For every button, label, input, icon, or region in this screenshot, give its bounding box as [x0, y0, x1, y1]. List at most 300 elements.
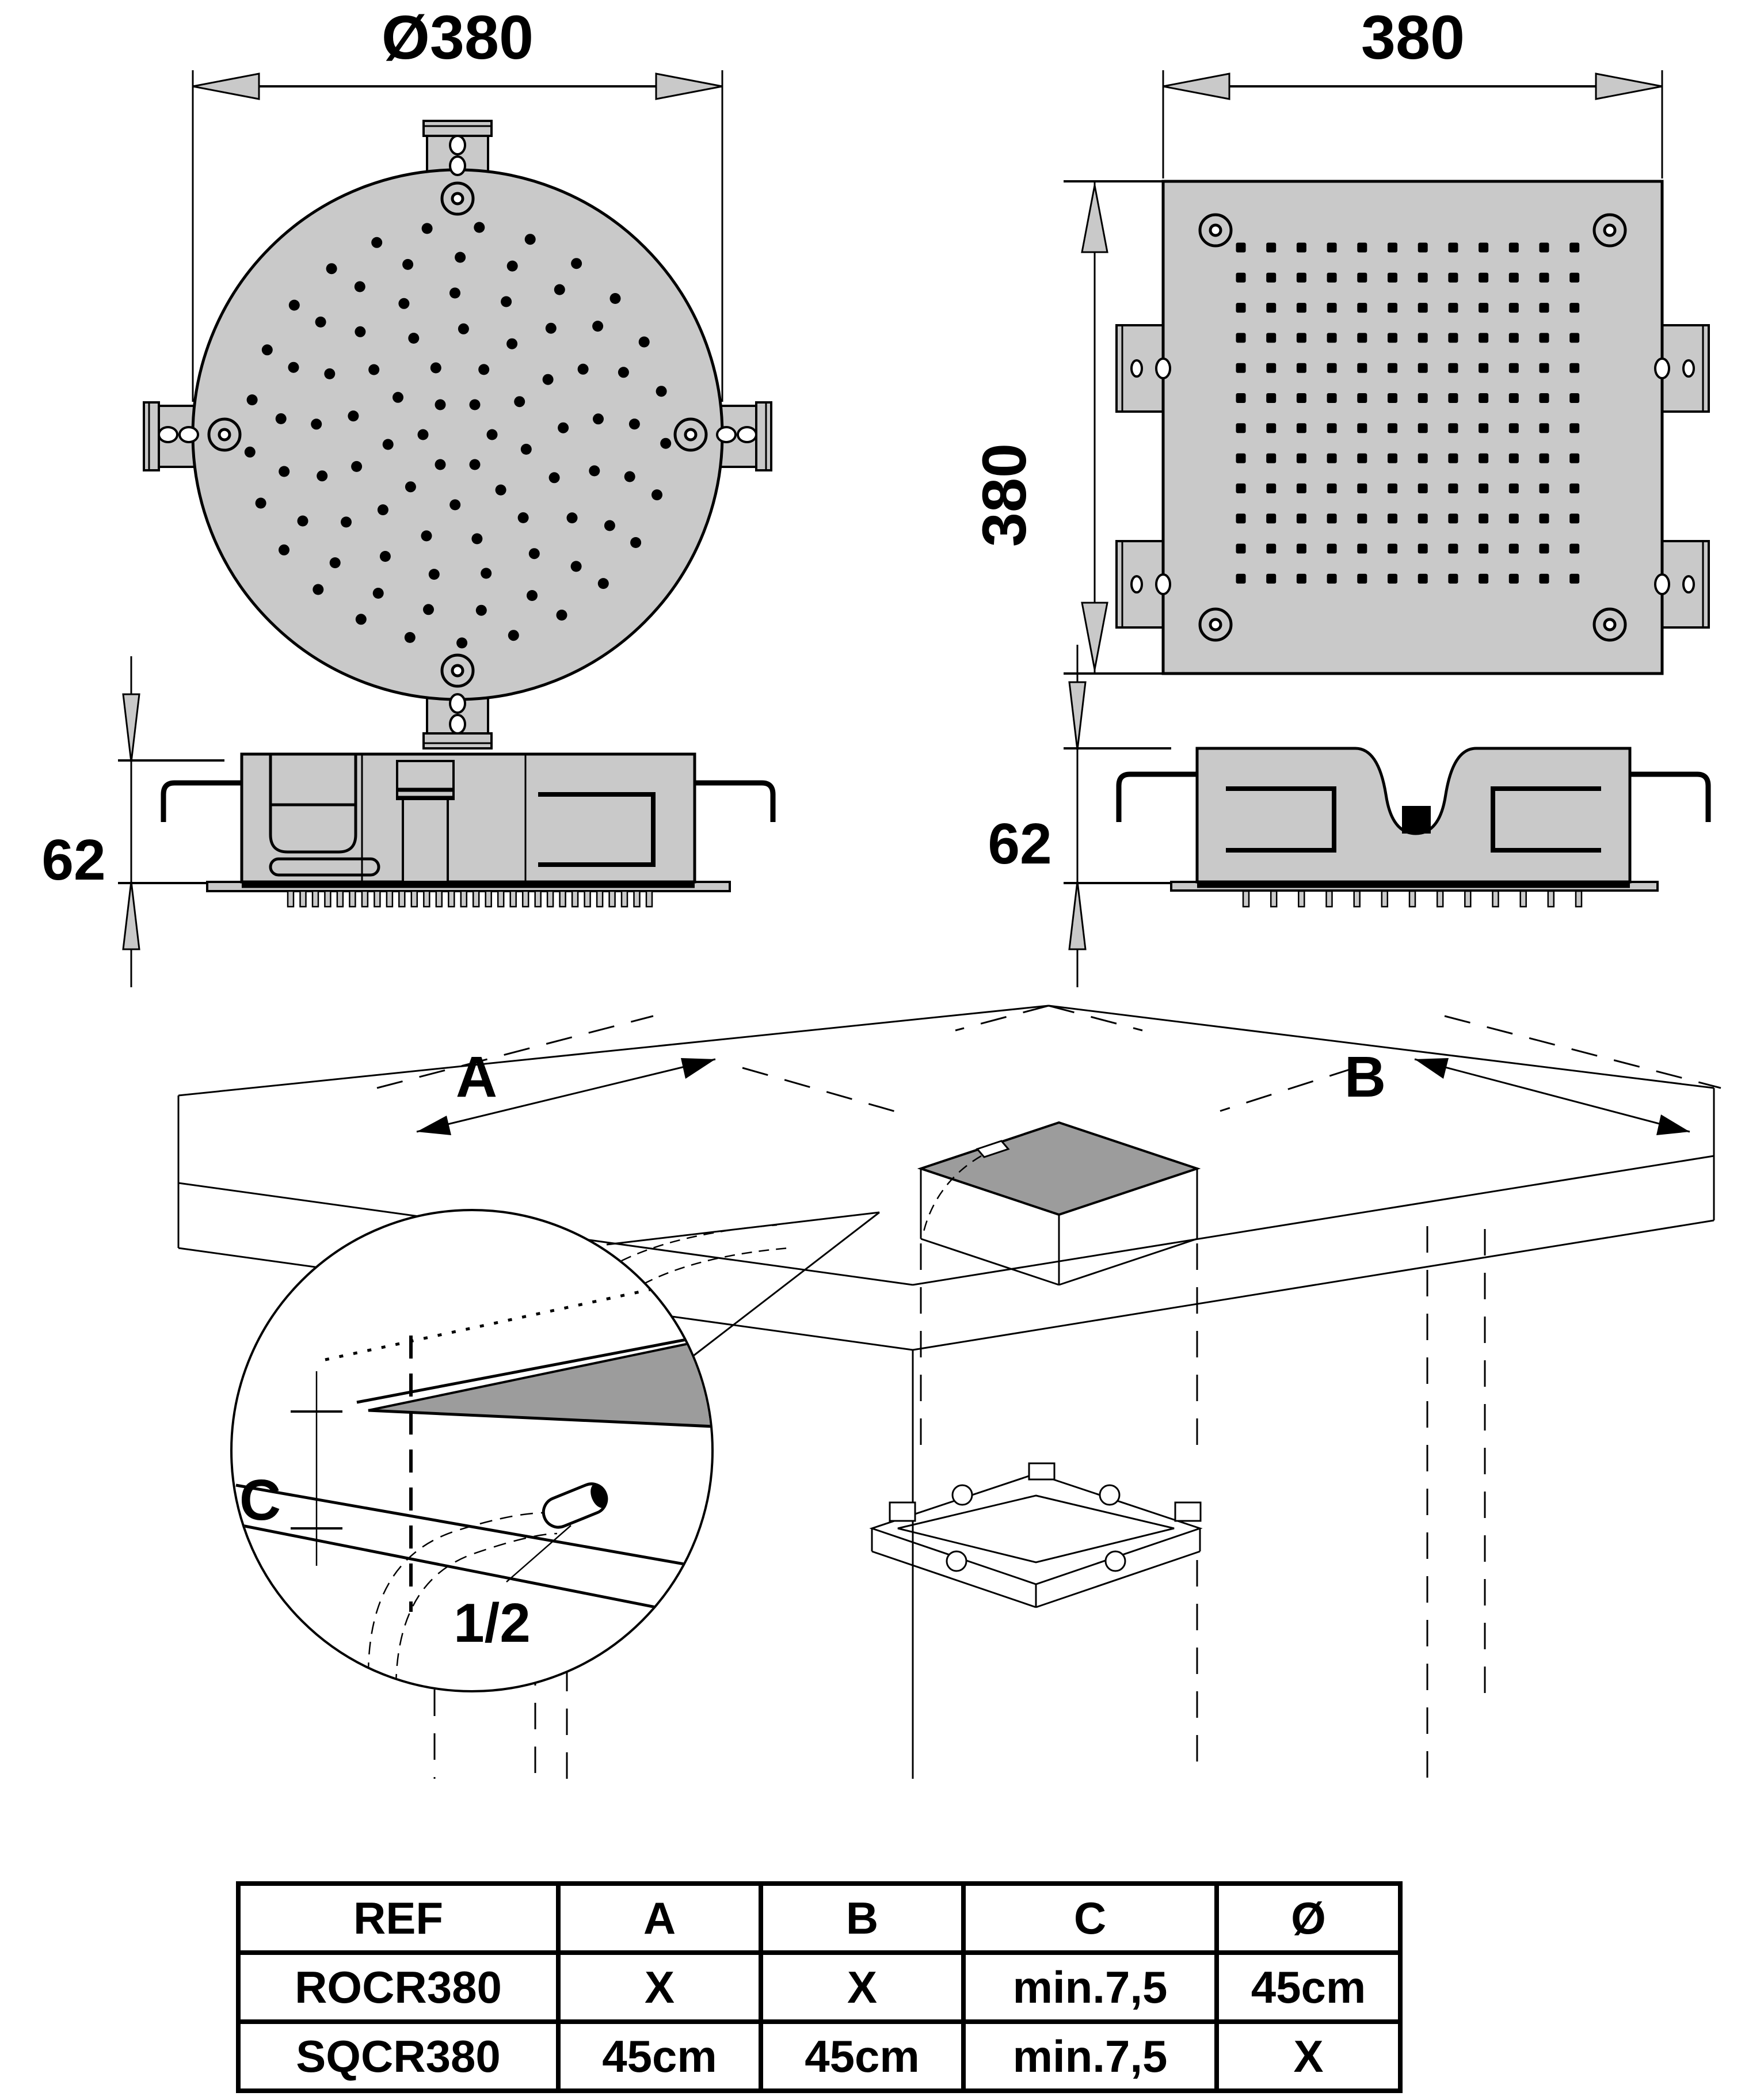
nozzle-dot: [311, 419, 322, 429]
nozzle-dot: [1297, 303, 1306, 313]
nozzle-dot: [1509, 484, 1519, 493]
nozzle-tooth: [547, 891, 553, 907]
nozzle-dot: [1448, 273, 1458, 283]
nozzle-dot: [1297, 393, 1306, 403]
nozzle-dot: [506, 338, 517, 349]
nozzle-tooth: [498, 891, 504, 907]
nozzle-dot: [1236, 393, 1246, 403]
nozzle-dot: [598, 578, 609, 589]
spring-clip-left: [1119, 774, 1197, 822]
nozzle-tooth: [387, 891, 393, 907]
nozzle-dot: [1448, 363, 1458, 373]
nozzle-dot: [324, 368, 335, 379]
nozzle-dot: [1266, 454, 1276, 463]
spring-clip-right: [695, 783, 773, 822]
nozzle-dot: [1448, 544, 1458, 554]
tab-hole: [450, 715, 465, 733]
tab-hole: [1156, 359, 1170, 378]
nozzle-tooth: [349, 891, 355, 907]
nozzle-dot: [351, 461, 362, 472]
nozzle-teeth: [1243, 891, 1582, 907]
mounting-frame: [872, 1463, 1201, 1607]
nozzle-dot: [341, 516, 352, 527]
dimension-arrow-up: [1069, 881, 1085, 949]
nozzle-dot: [262, 344, 273, 355]
nozzle-teeth: [288, 891, 652, 907]
nozzle-dot: [1327, 484, 1337, 493]
cell-c: min.7,5: [963, 1953, 1217, 2022]
nozzle-dot: [481, 568, 492, 579]
nozzle-dot: [1448, 574, 1458, 584]
nozzle-dot: [1509, 513, 1519, 523]
nozzle-tooth: [585, 891, 590, 907]
nozzle-tooth: [473, 891, 479, 907]
nozzle-dot: [1418, 513, 1428, 523]
nozzle-tooth: [1354, 891, 1360, 907]
nozzle-tooth: [461, 891, 467, 907]
nozzle-dot: [1266, 544, 1276, 554]
nozzle-tooth: [609, 891, 615, 907]
nozzle-dot: [449, 288, 460, 299]
nozzle-dot: [435, 459, 446, 470]
nozzle-dot: [383, 439, 394, 450]
nozzle-dot: [1448, 454, 1458, 463]
nozzle-tooth: [1298, 891, 1304, 907]
nozzle-dot: [1236, 333, 1246, 343]
nozzle-dot: [1448, 333, 1458, 343]
nozzle-dot: [1418, 363, 1428, 373]
nozzle-tooth: [300, 891, 306, 907]
nozzle-dot: [1236, 423, 1246, 433]
nozzle-dot: [508, 630, 519, 641]
nozzle-dot: [604, 520, 615, 531]
nozzle-dot: [1388, 273, 1397, 283]
nozzle-dot: [418, 429, 429, 440]
nozzle-dot: [1479, 454, 1488, 463]
nozzle-tooth: [1493, 891, 1499, 907]
nozzle-dot: [507, 261, 518, 272]
dimension-arrow-down: [1082, 603, 1107, 669]
nozzle-dot: [1479, 243, 1488, 253]
nozzle-dot: [279, 545, 289, 556]
dimension-label-c: C: [239, 1468, 281, 1532]
nozzle-dot: [1569, 363, 1579, 373]
nozzle-dot: [1569, 454, 1579, 463]
nozzle-dot: [1448, 484, 1458, 493]
nozzle-dot: [546, 323, 557, 334]
tab-hole: [1655, 575, 1669, 594]
arrowhead: [1656, 1114, 1690, 1135]
nozzle-dot: [571, 258, 582, 269]
nozzle-dot: [1327, 363, 1337, 373]
tab-hole: [450, 157, 465, 175]
nozzle-dot: [1236, 303, 1246, 313]
nozzle-tooth: [1409, 891, 1415, 907]
tab-hole: [180, 427, 198, 442]
cell-diameter: 45cm: [1217, 1953, 1400, 2022]
nozzle-dot: [247, 394, 258, 405]
nozzle-dot: [1357, 333, 1367, 343]
nozzle-tooth: [374, 891, 380, 907]
nozzle-tooth: [1465, 891, 1470, 907]
nozzle-tooth: [1327, 891, 1332, 907]
nozzle-dot: [1569, 393, 1579, 403]
dimension-line-b: [1415, 1059, 1690, 1132]
dimension-label-a: A: [455, 1045, 498, 1109]
nozzle-dot: [1509, 363, 1519, 373]
nozzle-dot: [478, 364, 489, 375]
cell-c: min.7,5: [963, 2022, 1217, 2091]
nozzle-dot: [1327, 273, 1337, 283]
nozzle-dot: [1569, 574, 1579, 584]
nozzle-dot: [1418, 454, 1428, 463]
cell-diameter: X: [1217, 2022, 1400, 2091]
nozzle-dot: [630, 537, 641, 548]
nozzle-dot: [1509, 423, 1519, 433]
table-header-row: [238, 1884, 1400, 1953]
nozzle-tooth: [1521, 891, 1526, 907]
nozzle-dot: [1297, 454, 1306, 463]
nozzle-dot: [578, 364, 589, 375]
nozzle-dot: [1540, 303, 1549, 313]
tab-hole: [450, 136, 465, 154]
nozzle-dot: [1569, 423, 1579, 433]
nozzle-dot: [1236, 363, 1246, 373]
nozzle-dot: [527, 590, 538, 601]
header-diameter: Ø: [1217, 1884, 1400, 1953]
dimension-arrow-down: [123, 694, 139, 762]
nozzle-dot: [1479, 574, 1488, 584]
nozzle-dot: [1357, 454, 1367, 463]
nozzle-dot: [1357, 484, 1367, 493]
nozzle-dot: [1540, 484, 1549, 493]
cell-b: X: [761, 1953, 963, 2022]
nozzle-dot: [521, 444, 532, 455]
nozzle-dot: [1357, 574, 1367, 584]
nozzle-dot: [1266, 423, 1276, 433]
nozzle-dot: [1236, 454, 1246, 463]
nozzle-tooth: [486, 891, 492, 907]
nozzle-dot: [501, 296, 512, 307]
nozzle-dot: [1297, 484, 1306, 493]
callout-leader: [607, 1212, 879, 1245]
nozzle-dot: [558, 423, 569, 433]
tab-hole: [1131, 360, 1142, 376]
nozzle-dot: [1540, 574, 1549, 584]
nozzle-tooth: [572, 891, 578, 907]
nozzle-dot: [1388, 243, 1397, 253]
nozzle-dot: [1418, 393, 1428, 403]
nozzle-dot: [1388, 484, 1397, 493]
nozzle-dot: [1357, 423, 1367, 433]
tab-hole: [1156, 575, 1170, 594]
nozzle-dot: [1569, 513, 1579, 523]
nozzle-tooth: [1382, 891, 1388, 907]
header-c: C: [963, 1884, 1217, 1953]
table-row: [238, 2022, 1400, 2091]
nozzle-dot: [1418, 273, 1428, 283]
nozzle-dot: [1388, 423, 1397, 433]
nozzle-dot: [288, 362, 299, 373]
nozzle-dot: [660, 438, 671, 449]
nozzle-dot: [1569, 484, 1579, 493]
nozzle-dot: [543, 374, 554, 385]
nozzle-dot: [639, 337, 650, 348]
callout-leader: [694, 1212, 879, 1356]
nozzle-dot: [1266, 574, 1276, 584]
nozzle-dot: [1479, 484, 1488, 493]
nozzle-dot: [1357, 243, 1367, 253]
nozzle-dot: [656, 386, 667, 397]
tab-hole: [738, 427, 756, 442]
nozzle-dot: [1388, 393, 1397, 403]
nozzle-dot: [651, 489, 662, 500]
header-a: A: [558, 1884, 761, 1953]
nozzle-dot: [549, 472, 560, 483]
nozzle-dot: [1357, 363, 1367, 373]
nozzle-dot: [1327, 333, 1337, 343]
nozzle-dot: [487, 429, 498, 440]
nozzle-dot: [1479, 363, 1488, 373]
dimension-arrow-left: [193, 74, 259, 99]
nozzle-dot: [1448, 393, 1458, 403]
square-head-side-view: [988, 645, 1708, 987]
nozzle-dot: [1297, 363, 1306, 373]
arrowhead: [681, 1058, 715, 1079]
nozzle-dot: [1509, 333, 1519, 343]
inlet-plug: [1402, 806, 1431, 834]
nozzle-dot: [470, 400, 481, 410]
nozzle-dot: [356, 614, 367, 625]
nozzle-dot: [378, 504, 388, 515]
nozzle-tooth: [634, 891, 640, 907]
nozzle-dot: [618, 367, 629, 378]
nozzle-dot: [1448, 303, 1458, 313]
nozzle-dot: [1266, 513, 1276, 523]
nozzle-dot: [1509, 454, 1519, 463]
nozzle-dot: [1418, 484, 1428, 493]
nozzle-dot: [1327, 544, 1337, 554]
nozzle-tooth: [313, 891, 318, 907]
nozzle-dot: [408, 333, 419, 344]
nozzle-dot: [1418, 544, 1428, 554]
reference-table: [236, 1881, 1403, 2093]
tab-hole: [717, 427, 736, 442]
round-head-side-view: [41, 656, 773, 987]
nozzle-dot: [422, 223, 433, 234]
cell-ref: SQCR380: [238, 2022, 558, 2091]
nozzle-dot: [1509, 243, 1519, 253]
nozzle-dot: [571, 561, 582, 572]
nozzle-dot: [1418, 574, 1428, 584]
square-head-top-view: [969, 2, 1709, 674]
nozzle-dot: [1448, 243, 1458, 253]
nozzle-dot: [405, 481, 416, 492]
dimension-label-b: B: [1344, 1045, 1386, 1109]
nozzle-dot: [525, 234, 536, 245]
nozzle-dot: [1236, 484, 1246, 493]
nozzle-dot: [1297, 333, 1306, 343]
dimension-arrow-up: [1082, 185, 1107, 252]
nozzle-dot: [624, 471, 635, 482]
nozzle-dot: [1540, 333, 1549, 343]
nozzle-dot: [1418, 423, 1428, 433]
nozzle-dot: [1327, 243, 1337, 253]
ceiling-edge: [913, 1220, 1714, 1350]
cell-ref: ROCR380: [238, 1953, 558, 2022]
nozzle-dot: [1236, 273, 1246, 283]
nozzle-dot: [1540, 423, 1549, 433]
nozzle-tooth: [399, 891, 405, 907]
nozzle-dot: [355, 281, 365, 292]
nozzle-dot: [1569, 303, 1579, 313]
dimension-arrow-right: [656, 74, 722, 99]
nozzle-tooth: [622, 891, 627, 907]
nozzle-dot: [1266, 243, 1276, 253]
nozzle-dot: [355, 326, 365, 337]
arrowhead: [417, 1116, 451, 1135]
spring-clip-left: [163, 783, 242, 822]
cutout-wall: [1059, 1239, 1197, 1285]
nozzle-tooth: [1271, 891, 1277, 907]
nozzle-dot: [1418, 303, 1428, 313]
nozzle-dot: [1266, 273, 1276, 283]
nozzle-dot: [496, 485, 506, 496]
nozzle-dot: [1509, 273, 1519, 283]
nozzle-dot: [474, 222, 485, 233]
nozzle-dot: [1540, 243, 1549, 253]
nozzle-dot: [380, 551, 391, 562]
nozzle-dot: [554, 284, 565, 295]
nozzle-tooth: [325, 891, 330, 907]
nozzle-dot: [298, 516, 308, 527]
nozzle-dot: [470, 459, 481, 470]
nozzle-dot: [592, 321, 603, 332]
nozzle-dot: [1540, 454, 1549, 463]
tab-hole: [450, 694, 465, 713]
nozzle-dot: [1388, 454, 1397, 463]
cell-a: 45cm: [558, 2022, 761, 2091]
nozzle-dot: [423, 604, 434, 615]
nozzle-tooth: [288, 891, 294, 907]
header-ref: REF: [238, 1884, 558, 1953]
nozzle-dot: [245, 447, 256, 458]
nozzle-dot: [1509, 544, 1519, 554]
nozzle-dot: [421, 530, 432, 541]
nozzle-dot: [1357, 393, 1367, 403]
nozzle-dot: [1357, 513, 1367, 523]
cell-b: 45cm: [761, 2022, 963, 2091]
tab-hole: [1683, 360, 1694, 376]
nozzle-dot: [1388, 513, 1397, 523]
ceiling-edge: [178, 1006, 1049, 1095]
nozzle-dot: [529, 548, 540, 559]
nozzle-dot: [514, 396, 525, 407]
nozzle-dot: [1266, 363, 1276, 373]
nozzle-dot: [455, 252, 466, 263]
nozzle-dot: [398, 298, 409, 309]
nozzle-dot: [458, 324, 469, 334]
dimension-arrow-right: [1596, 74, 1662, 99]
nozzle-dot: [1479, 544, 1488, 554]
nozzle-dot: [1236, 243, 1246, 253]
nozzle-dot: [256, 498, 266, 509]
nozzle-dot: [1569, 544, 1579, 554]
diameter-dimension-label: Ø380: [381, 2, 534, 72]
nozzle-tooth: [412, 891, 417, 907]
nozzle-tooth: [337, 891, 343, 907]
nozzle-dot: [518, 512, 529, 523]
round-shower-plate: [193, 170, 722, 699]
nozzle-dot: [1388, 363, 1397, 373]
tab-hole: [1655, 359, 1669, 378]
nozzle-tooth: [560, 891, 566, 907]
nozzle-dot: [348, 410, 359, 421]
header-b: B: [761, 1884, 963, 1953]
nozzle-dot: [1509, 303, 1519, 313]
nozzle-tooth: [523, 891, 528, 907]
dimension-arrow-up: [123, 881, 139, 949]
nozzle-dot: [1297, 513, 1306, 523]
tab-hole: [159, 427, 177, 442]
arrowhead: [1415, 1058, 1449, 1079]
nozzle-dot: [1540, 513, 1549, 523]
cell-a: X: [558, 1953, 761, 2022]
nozzle-dot: [589, 465, 600, 476]
nozzle-dot: [1388, 303, 1397, 313]
nozzle-dot: [557, 610, 567, 621]
nozzle-dot: [629, 419, 640, 429]
nozzle-dot: [1540, 393, 1549, 403]
height-dimension-label: 380: [969, 443, 1039, 547]
nozzle-dot: [1297, 574, 1306, 584]
nozzle-dot: [1448, 423, 1458, 433]
nozzle-dot: [313, 584, 323, 595]
nozzle-dot: [1479, 513, 1488, 523]
nozzle-dot: [1297, 423, 1306, 433]
nozzle-dot: [1297, 243, 1306, 253]
nozzle-dot: [1266, 303, 1276, 313]
spring-clip-right: [1630, 774, 1708, 822]
nozzle-dot: [371, 237, 382, 248]
nozzle-tooth: [436, 891, 442, 907]
nozzle-dot: [1479, 393, 1488, 403]
nozzle-dot: [1236, 544, 1246, 554]
nozzle-tooth: [510, 891, 516, 907]
nozzle-tooth: [424, 891, 429, 907]
nozzle-dot: [1236, 513, 1246, 523]
nozzle-dot: [368, 364, 379, 375]
nozzle-dot: [1540, 544, 1549, 554]
nozzle-dot: [1388, 333, 1397, 343]
nozzle-dot: [1479, 333, 1488, 343]
nozzle-dot: [1327, 303, 1337, 313]
nozzle-dot: [1479, 423, 1488, 433]
nozzle-dot: [1479, 303, 1488, 313]
nozzle-dot: [435, 400, 446, 410]
nozzle-dot: [567, 512, 578, 523]
nozzle-dot: [476, 605, 487, 616]
inlet-pipe: [403, 799, 448, 882]
nozzle-tooth: [646, 891, 652, 907]
nozzle-dot: [1327, 423, 1337, 433]
nozzle-dot: [429, 569, 440, 580]
nozzle-dot: [1479, 273, 1488, 283]
nozzle-dot: [1418, 243, 1428, 253]
nozzle-dot: [1569, 333, 1579, 343]
tab-hole: [1131, 576, 1142, 592]
nozzle-dot: [430, 363, 441, 374]
